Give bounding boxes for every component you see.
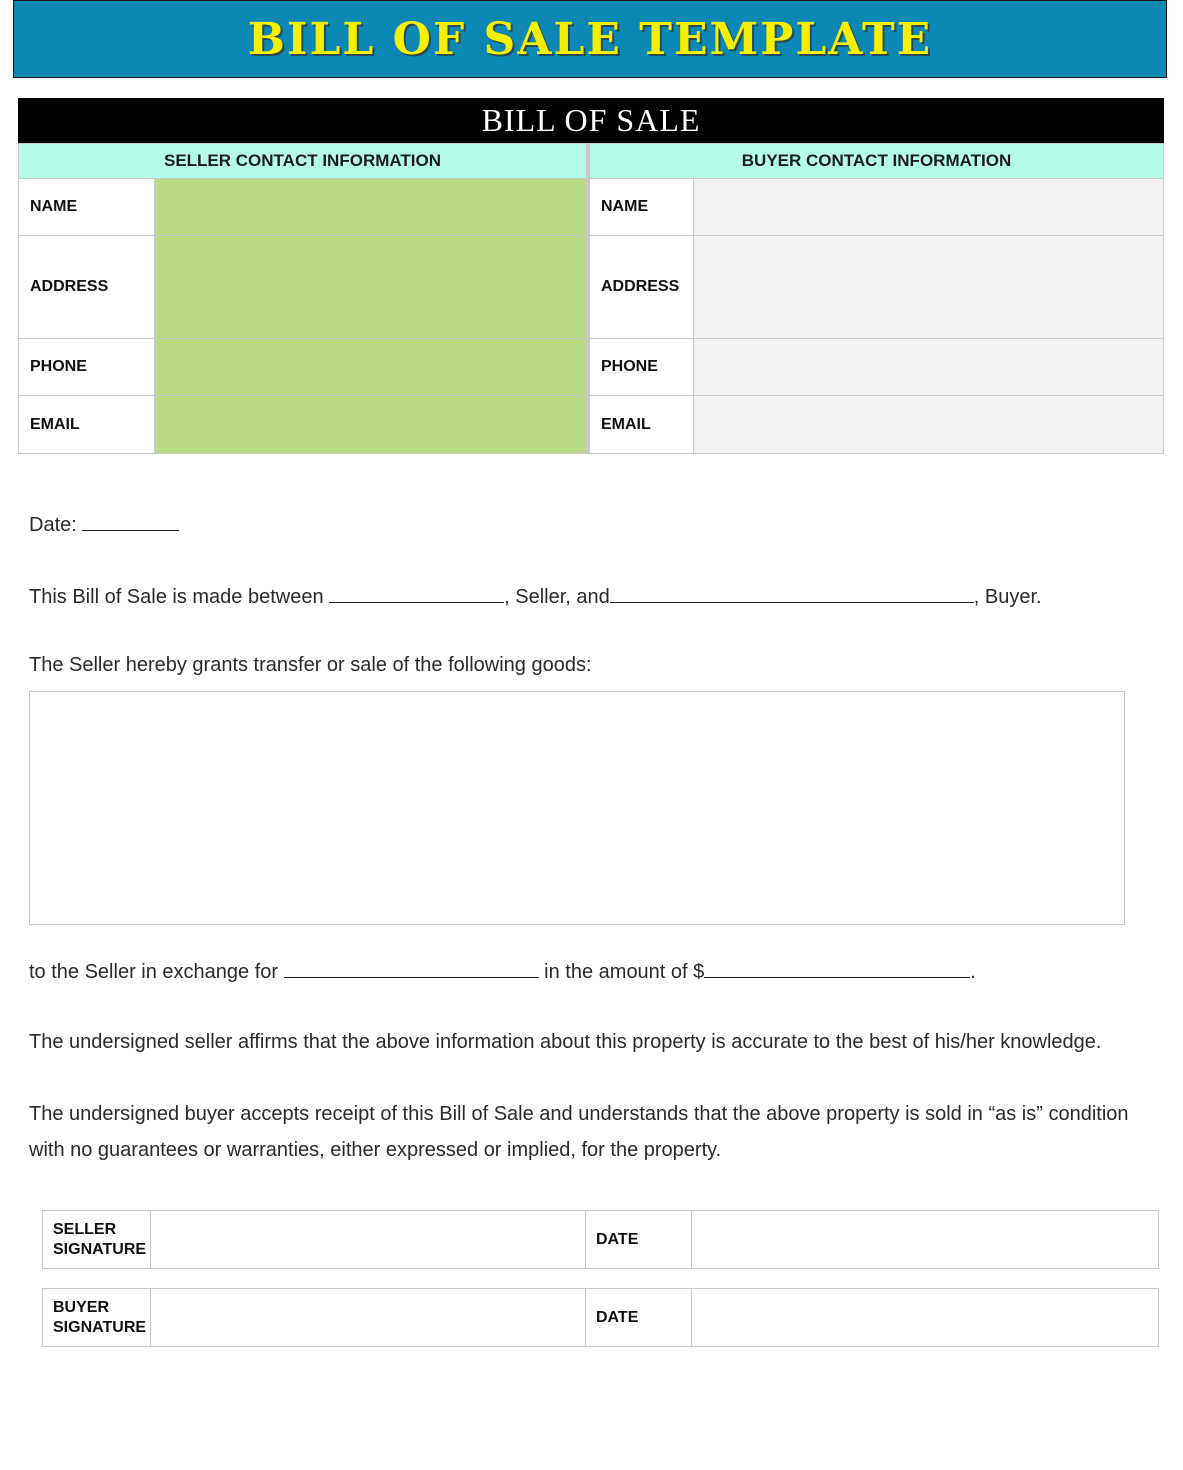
seller-phone-field[interactable]: [155, 339, 586, 396]
buyer-email-field[interactable]: [694, 396, 1163, 453]
buyer-acceptance: The undersigned buyer accepts receipt of this Bill of Sale and understands that the above property is sold in “as is” condition with no guarantees or warranties, either expressed or implied, for the property.: [29, 1103, 1129, 1161]
seller-signature-label-line2: SIGNATURE: [53, 1240, 147, 1258]
seller-address-row: [19, 236, 586, 338]
seller-date-field[interactable]: [692, 1211, 1158, 1268]
seller-address-label: ADDRESS: [19, 236, 155, 337]
seller-email-label: EMAIL: [19, 396, 155, 453]
goods-description-box[interactable]: [29, 691, 1125, 925]
date-label: Date:: [29, 514, 77, 536]
buyer-signature-field[interactable]: [151, 1289, 586, 1346]
buyer-name-label: NAME: [590, 179, 694, 236]
buyer-address-row: [590, 236, 1163, 338]
grants-text: The Seller hereby grants transfer or sale of the following goods:: [29, 654, 592, 676]
buyer-date-label: DATE: [586, 1289, 692, 1346]
seller-email-field[interactable]: [155, 396, 586, 453]
seller-phone-label: PHONE: [19, 339, 155, 396]
buyer-signature-label: [43, 1289, 151, 1346]
exchange-text: to the Seller in exchange for: [29, 961, 279, 983]
exchange-line: [29, 957, 976, 984]
buyer-phone-label: PHONE: [590, 339, 694, 396]
buyer-word: , Buyer.: [973, 586, 1042, 608]
buyer-heading: BUYER CONTACT INFORMATION: [590, 144, 1163, 179]
parties-line: [29, 582, 1042, 609]
seller-signature-label: [43, 1211, 151, 1268]
amount-text: in the amount of $: [544, 961, 705, 983]
seller-affirmation: The undersigned seller affirms that the above information about this property is accurate to the best of his/her knowledge.: [29, 1031, 1102, 1053]
seller-name-label: NAME: [19, 179, 155, 236]
buyer-signature-label-line2: SIGNATURE: [53, 1318, 147, 1336]
seller-date-label: DATE: [586, 1211, 692, 1268]
buyer-phone-row: [590, 339, 1163, 397]
seller-signature-field[interactable]: [151, 1211, 586, 1268]
seller-name-field[interactable]: [155, 179, 586, 236]
buyer-signature-label-line1: BUYER: [53, 1298, 110, 1316]
contact-information-table: [18, 143, 1164, 454]
buyer-section: [590, 144, 1163, 453]
amount-period: .: [970, 961, 976, 983]
seller-email-row: [19, 396, 586, 453]
buyer-address-label: ADDRESS: [590, 236, 694, 337]
seller-signature-row: [42, 1210, 1159, 1269]
buyer-signature-row: [42, 1288, 1159, 1347]
seller-signature-label-line1: SELLER: [53, 1220, 117, 1238]
seller-name-blank[interactable]: [329, 582, 504, 603]
seller-word: , Seller, and: [504, 586, 610, 608]
buyer-date-field[interactable]: [692, 1289, 1158, 1346]
amount-blank[interactable]: [704, 957, 970, 978]
date-line: [29, 510, 179, 537]
made-between-text: This Bill of Sale is made between: [29, 586, 324, 608]
seller-section: [19, 144, 590, 453]
seller-name-row: [19, 179, 586, 237]
buyer-email-row: [590, 396, 1163, 453]
buyer-address-field[interactable]: [694, 236, 1163, 337]
date-blank[interactable]: [82, 510, 179, 531]
buyer-phone-field[interactable]: [694, 339, 1163, 396]
buyer-name-blank[interactable]: [610, 582, 974, 603]
buyer-email-label: EMAIL: [590, 396, 694, 453]
buyer-name-field[interactable]: [694, 179, 1163, 236]
exchange-blank[interactable]: [284, 957, 539, 978]
seller-address-field[interactable]: [155, 236, 586, 337]
template-banner: [13, 0, 1167, 78]
template-title: BILL OF SALE TEMPLATE: [247, 13, 933, 65]
buyer-name-row: [590, 179, 1163, 237]
seller-phone-row: [19, 339, 586, 397]
seller-heading: SELLER CONTACT INFORMATION: [19, 144, 586, 179]
bill-of-sale-heading: BILL OF SALE: [18, 98, 1164, 143]
